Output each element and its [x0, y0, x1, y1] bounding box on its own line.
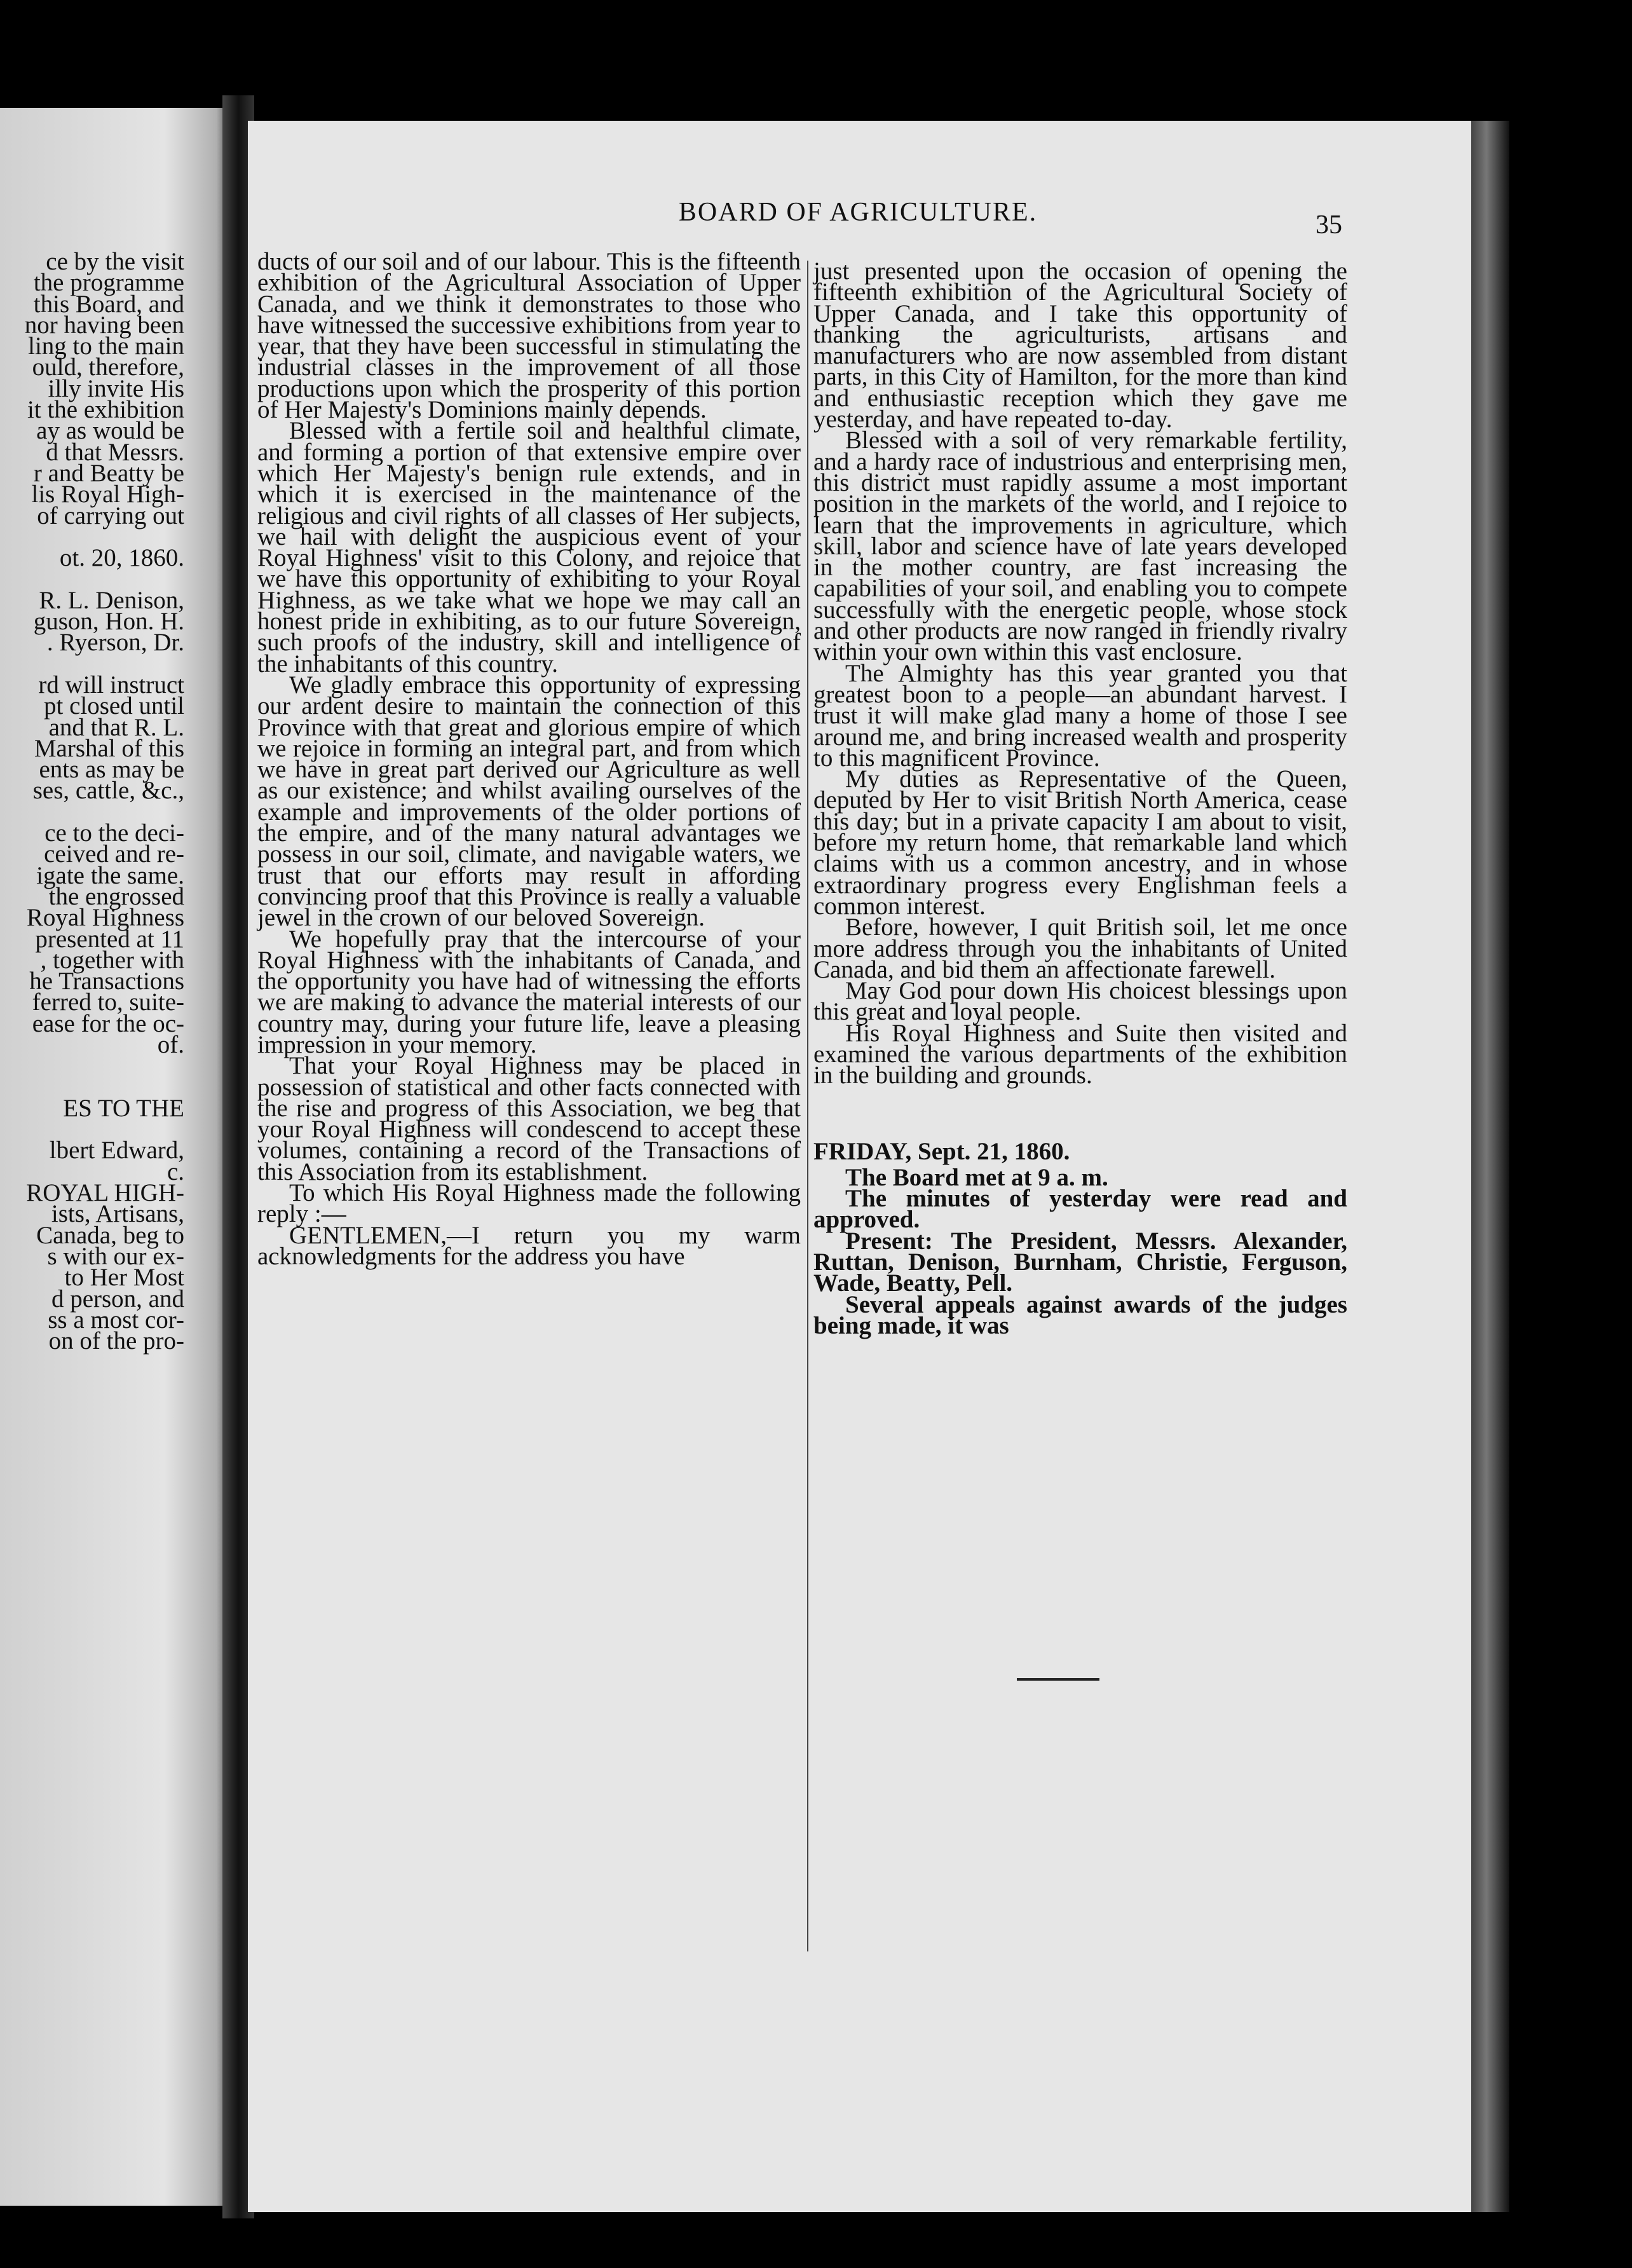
- fragment-line: ents as may be: [39, 756, 184, 784]
- paragraph: His Royal Highness and Suite then visited and examined the various departments of the exhibition in the building and grounds.: [813, 1019, 1347, 1090]
- fragment-line: ferred to, suite-: [32, 988, 184, 1016]
- paragraph: To which His Royal Highness made the following reply :—: [257, 1179, 801, 1228]
- fragment-line: illy invite His: [48, 374, 184, 402]
- right-page-edge: [1471, 121, 1509, 2212]
- fragment-line: this Board, and: [33, 290, 184, 318]
- fragment-line: Canada, beg to: [36, 1221, 184, 1249]
- fragment-line: and that R. L.: [48, 713, 184, 741]
- fragment-line: ce by the visit: [46, 248, 184, 275]
- fragment-line: ould, therefore,: [32, 353, 184, 381]
- fragment-line: he Transactions: [29, 967, 184, 995]
- paragraph: We gladly embrace this opportunity of expressing our ardent desire to maintain the connection of this Province with that great and glorious empire of which we rejoice in forming an integral part, and from which we have in great part derived our Agriculture as well as our existence; and whilst availing ourselves of the example and improvements of the older portions of the empire, and of the many natural advantages we possess in our soil, climate, and navigable waters, we trust that our efforts may result in affording convincing proof that this Province is really a valuable jewel in the crown of our beloved Sovereign.: [257, 671, 801, 932]
- fragment-line: to Her Most: [64, 1264, 184, 1292]
- fragment-line: it the exhibition: [27, 396, 184, 424]
- fragment-line: igate the same.: [36, 861, 184, 889]
- spacer: [813, 1086, 1347, 1141]
- fragment-line: ses, cattle, &c.,: [32, 777, 184, 805]
- fragment-line: , together with: [40, 946, 184, 974]
- fragment-line: ists, Artisans,: [51, 1200, 184, 1228]
- fragment-line: the engrossed: [48, 882, 184, 910]
- fragment-line: ss a most cor-: [48, 1306, 184, 1334]
- fragment-line: Royal Highness: [26, 904, 184, 932]
- paragraph: GENTLEMEN,—I return you my warm acknowledgments for the address you have: [257, 1221, 801, 1270]
- column-rule: [807, 261, 808, 1951]
- paragraph: My duties as Representative of the Queen, deputed by Her to visit British North America, cease this day; but in a private capacity I am about to visit, before my return home, that remarkable land which claims with us a common ancestry, and in whose extraordinary progress every Englishman feels a common interest.: [813, 765, 1347, 920]
- paragraph: ducts of our soil and of our labour. This is the fifteenth exhibition of the Agricultural Association of Upper Canada, and we think it demonstrates to those who have witnessed the successive exhibitions from year to year, that they have been successful in stimulating the industrial classes in the improvement of all those productions upon which the prosperity of this portion of Her Majesty's Dominions mainly depends.: [257, 248, 801, 424]
- fragment-line: r and Beatty be: [33, 459, 184, 487]
- running-head: BOARD OF AGRICULTURE.: [678, 198, 1038, 227]
- fragment-line: ES TO THE: [63, 1094, 184, 1122]
- fragment-line: . Ryerson, Dr.: [46, 629, 184, 657]
- fragment-line: on of the pro-: [48, 1327, 184, 1355]
- fragment-line: d person, and: [51, 1285, 184, 1313]
- paragraph: May God pour down His choicest blessings upon this great and loyal people.: [813, 977, 1347, 1026]
- date-heading: FRIDAY, Sept. 21, 1860.: [813, 1137, 1070, 1165]
- fragment-line: ceived and re-: [44, 840, 184, 868]
- fragment-line: presented at 11: [35, 925, 184, 953]
- paragraph: We hopefully pray that the intercourse of your Royal Highness with the inhabitants of Canada, and the opportunity you have had of witnessing the efforts we are making to advance the material interests of our country may, during your future life, leave a pleasing impression in your memory.: [257, 925, 801, 1058]
- fragment-line: d that Messrs.: [46, 438, 184, 466]
- paragraph: Before, however, I quit British soil, let me once more address through you the inhabitants of United Canada, and bid them an affectionate farewell.: [813, 913, 1347, 983]
- paragraph: just presented upon the occasion of opening the fifteenth exhibition of the Agricultural Society of Upper Canada, and I take this opportunity of thanking the agriculturists, artisans and manufacturers who are now assembled from distant parts, in this City of Hamilton, for the more than kind and enthusiastic reception which they gave me yesterday, and have repeated to-day.: [813, 257, 1347, 434]
- fragment-line: pt closed until: [44, 692, 184, 720]
- paragraph: Blessed with a soil of very remarkable fertility, and a hardy race of industrious and enterprising men, this district must rapidly assume a most important position in the markets of the world, and I rejoice to learn that the improvements in agriculture, which skill, labor and science have of late years developed in the mother country, are fast increasing the capabilities of your soil, and enabling you to compete successfully with the energetic people, whose stock and other products are now ranged in friendly rivalry within your own within this vast enclosure.: [813, 427, 1347, 666]
- fragment-line: nor having been: [24, 311, 184, 339]
- fragment-line: ease for the oc-: [32, 1009, 184, 1037]
- paragraph: That your Royal Highness may be placed in possession of statistical and other facts connected with the rise and progress of this Association, we beg that your Royal Highness will condescend to accept these volumes, containing a record of the Transactions of this Association from its establishment.: [257, 1052, 801, 1185]
- fragment-line: guson, Hon. H.: [33, 608, 184, 636]
- fragment-line: ay as would be: [36, 417, 184, 445]
- fragment-line: [0, 1055, 184, 1076]
- fragment-line: ot. 20, 1860.: [59, 544, 184, 572]
- column-left: [257, 248, 801, 1270]
- fragment-line: ling to the main: [28, 332, 184, 360]
- page-number: 35: [1316, 210, 1342, 240]
- paragraph: Several appeals against awards of the judges being made, it was: [813, 1290, 1347, 1339]
- fragment-line: Marshal of this: [34, 734, 184, 762]
- paragraph: The Almighty has this year granted you that greatest boon to a people—an abundant harvest. I trust it will make glad many a home of those I see around me, and bring increased wealth and prosperity to this magnificent Province.: [813, 659, 1347, 772]
- paragraph: The Board met at 9 a. m.: [845, 1163, 1108, 1191]
- fragment-line: s with our ex-: [47, 1242, 184, 1270]
- fragment-line: of carrying out: [37, 502, 184, 529]
- left-page-fragment: [0, 248, 184, 1355]
- fragment-line: ce to the deci-: [44, 819, 184, 847]
- fragment-line: lis Royal High-: [31, 481, 184, 509]
- fragment-line: c.: [167, 1158, 184, 1185]
- column-right: [813, 257, 1347, 1339]
- paragraph: Present: The President, Messrs. Alexander, Ruttan, Denison, Burnham, Christie, Ferguson, Wade, Beatty, Pell.: [813, 1227, 1347, 1297]
- fragment-line: ROYAL HIGH-: [26, 1179, 184, 1207]
- fragment-line: of.: [157, 1030, 184, 1058]
- paragraph: Blessed with a fertile soil and healthful climate, and forming a portion of that extensive empire over which Her Majesty's benign rule extends, and in which it is exercised in the maintenance of the religious and civil rights of all classes of Her subjects, we hail with delight the auspicious event of your Royal Highness' visit to this Colony, and rejoice that we have this opportunity of exhibiting to your Royal Highness, as we take what we hope we may call an honest pride in exhibiting, as to our future Sovereign, such proofs of the industry, skill and intelligence of the inhabitants of this country.: [257, 417, 801, 678]
- fragment-line: rd will instruct: [38, 671, 184, 699]
- section-divider: [1017, 1678, 1099, 1681]
- fragment-line: the programme: [33, 269, 184, 297]
- fragment-line: lbert Edward,: [49, 1137, 184, 1165]
- paragraph: The minutes of yesterday were read and approved.: [813, 1185, 1347, 1234]
- fragment-line: R. L. Denison,: [39, 586, 184, 614]
